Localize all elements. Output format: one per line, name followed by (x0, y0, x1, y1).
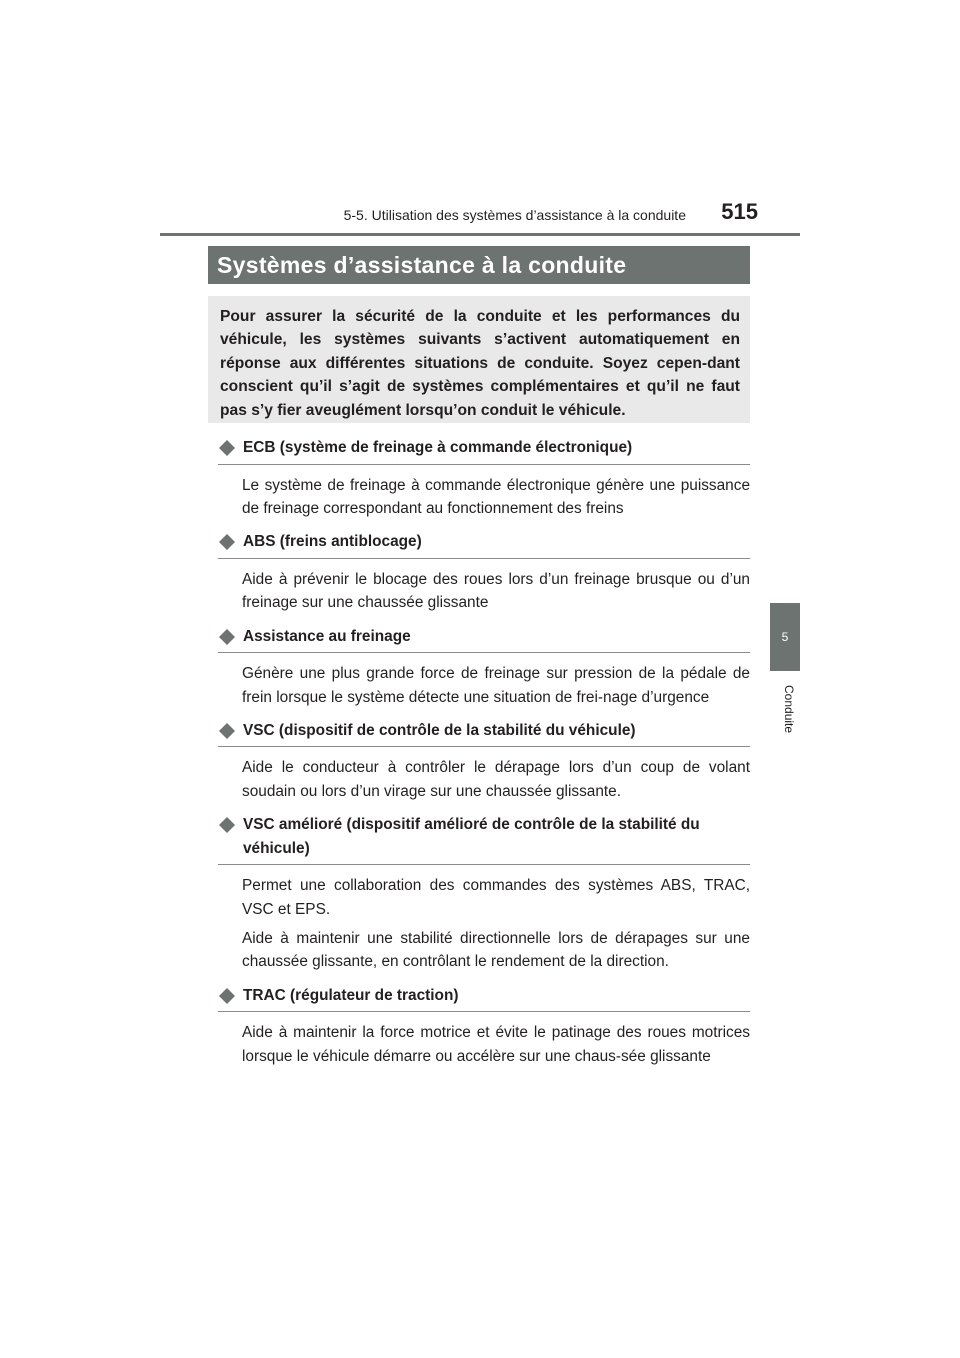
section-heading: ABS (freins antiblocage) (243, 533, 422, 551)
page-title: Systèmes d’assistance à la conduite (208, 246, 750, 284)
section-vsc (218, 719, 750, 803)
diamond-bullet-icon (219, 534, 235, 550)
diamond-bullet-icon (219, 723, 235, 739)
intro-text: Pour assurer la sécurité de la conduite et les performances du véhicule, les systèmes suivants s’activent automatiquement en réponse aux différentes situations de conduite. Soyez cepen-dant conscient qu’il s’agit de systèmes complémentaires et qu’il ne faut pas s’y fier aveuglément lorsqu’on conduit le véhicule. (220, 308, 740, 419)
diamond-bullet-icon (219, 440, 235, 456)
content-sections (218, 436, 750, 1078)
section-paragraph: Génère une plus grande force de freinage sur pression de la pédale de frein lorsque le système détecte une situation de frei-nage d’urgence (242, 665, 750, 706)
diamond-bullet-icon (219, 629, 235, 645)
section-paragraph: Aide à prévenir le blocage des roues lors d’un freinage brusque ou d’un freinage sur une chaussée glissante (242, 570, 750, 612)
section-trac (218, 984, 750, 1068)
intro-box (208, 296, 750, 423)
chapter-label: Conduite (782, 685, 796, 734)
section-enhanced-vsc (218, 813, 750, 974)
section-heading: Assistance au freinage (243, 627, 411, 645)
header-section-title: 5-5. Utilisation des systèmes d’assistance à la conduite (343, 207, 686, 223)
section-paragraph: Permet une collaboration des commandes des systèmes ABS, TRAC, VSC et EPS. (242, 877, 750, 918)
page-number: 515 (721, 199, 758, 224)
section-paragraph: Aide le conducteur à contrôler le dérapage lors d’un coup de volant soudain ou lors d’un virage sur une chaussée glissante. (242, 759, 750, 800)
section-paragraph: Aide à maintenir une stabilité directionnelle lors de dérapages sur une chaussée glissante, en contrôlant le rendement de la direction. (242, 930, 750, 971)
chapter-tab[interactable] (770, 603, 800, 671)
diamond-bullet-icon (219, 817, 235, 833)
chapter-number: 5 (781, 630, 789, 644)
section-paragraph: Le système de freinage à commande électronique génère une puissance de freinage correspondant au fonctionnement des freins (242, 476, 750, 517)
header-divider (160, 233, 800, 236)
section-ecb (218, 436, 750, 520)
section-heading: VSC amélioré (dispositif amélioré de contrôle de la stabilité du véhicule) (243, 816, 700, 857)
section-paragraph: Aide à maintenir la force motrice et évite le patinage des roues motrices lorsque le véhicule démarre ou accélère sur une chaus-sée glissante (242, 1024, 750, 1065)
section-brake-assist (218, 625, 750, 709)
section-heading: TRAC (régulateur de traction) (243, 986, 459, 1004)
diamond-bullet-icon (219, 988, 235, 1004)
section-abs (218, 530, 750, 614)
section-heading: VSC (dispositif de contrôle de la stabilité du véhicule) (243, 721, 636, 739)
section-heading: ECB (système de freinage à commande électronique) (243, 439, 633, 456)
